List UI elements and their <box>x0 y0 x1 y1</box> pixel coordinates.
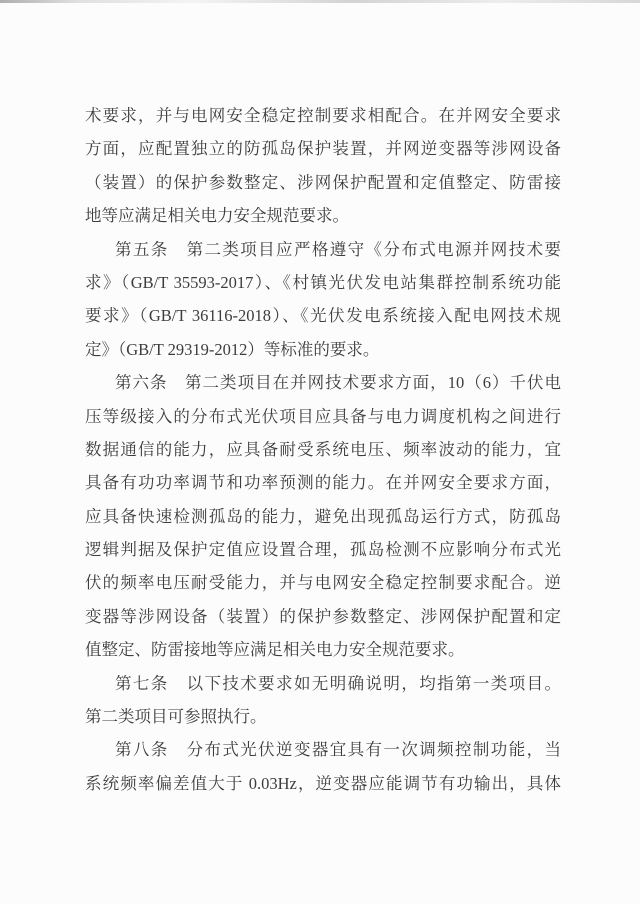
text-line: 定》（GB/T 29319-2012）等标准的要求。 <box>85 339 380 359</box>
text-line: 数据通信的能力，应具备耐受系统电压、频率波动的能力，宜 <box>85 439 561 459</box>
text-line: 应具备快速检测孤岛的能力，避免出现孤岛运行方式，防孤岛 <box>85 506 561 526</box>
text-line: 具备有功功率调节和功率预测的能力。在并网安全要求方面， <box>85 473 561 493</box>
text-line: 第六条 第二类项目在并网技术要求方面，10（6）千伏电 <box>115 373 561 393</box>
text-line: 变器等涉网设备（装置）的保护参数整定、涉网保护配置和定 <box>85 606 561 626</box>
text-line: 地等应满足相关电力安全规范要求。 <box>85 206 349 226</box>
text-line: 逻辑判据及保护定值应设置合理，孤岛检测不应影响分布式光 <box>85 540 561 560</box>
text-line: 术要求，并与电网安全稳定控制要求相配合。在并网安全要求 <box>85 106 561 125</box>
text-line: 第五条 第二类项目应严格遵守《分布式电源并网技术要 <box>115 239 561 259</box>
text-line: 伏的频率电压耐受能力，并与电网安全稳定控制要求配合。逆 <box>85 573 561 593</box>
text-line: 求》（GB/T 35593-2017）、《村镇光伏发电站集群控制系统功能 <box>85 272 561 292</box>
document-text-block <box>85 99 561 800</box>
text-line: 第二类项目可参照执行。 <box>85 707 267 727</box>
text-line: 值整定、防雷接地等应满足相关电力安全规范要求。 <box>85 640 465 660</box>
text-line: （装置）的保护参数整定、涉网保护配置和定值整定、防雷接 <box>85 172 561 192</box>
text-line: 第八条 分布式光伏逆变器宜具有一次调频控制功能，当 <box>115 740 561 760</box>
text-line: 方面，应配置独立的防孤岛保护装置，并网逆变器等涉网设备 <box>85 139 561 159</box>
text-line: 要求》（GB/T 36116-2018）、《光伏发电系统接入配电网技术规 <box>85 306 561 326</box>
text-line: 第七条 以下技术要求如无明确说明，均指第一类项目。 <box>115 673 561 693</box>
text-line: 压等级接入的分布式光伏项目应具备与电力调度机构之间进行 <box>85 406 561 426</box>
scan-edge-artifact <box>0 0 640 3</box>
text-line: 系统频率偏差值大于 0.03Hz，逆变器应能调节有功输出，具体 <box>85 773 561 793</box>
